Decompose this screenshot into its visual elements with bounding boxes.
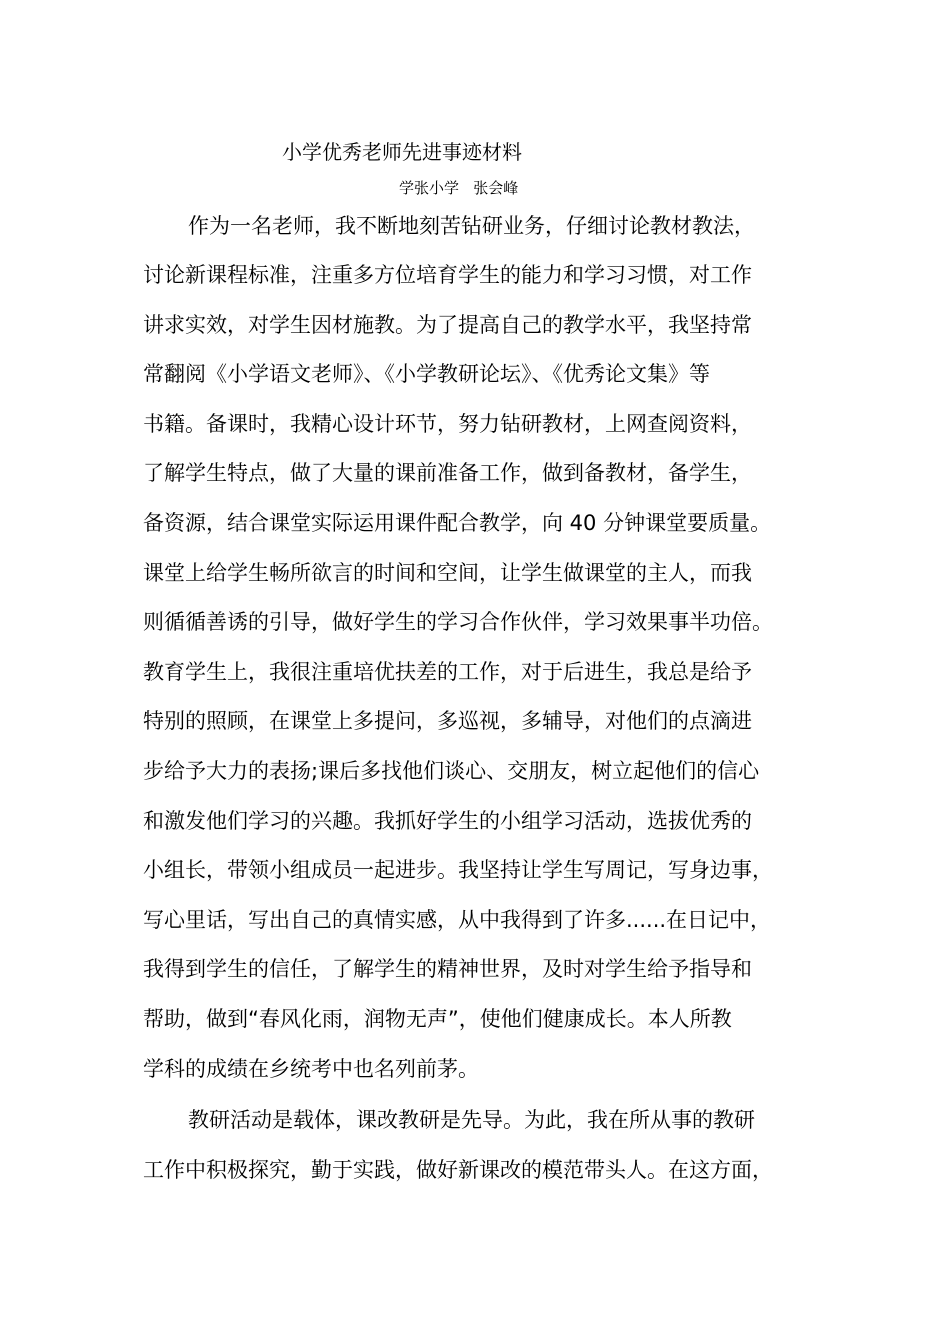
text-line-16: 我得到学生的信任，了解学生的精神世界，及时对学生给予指导和 <box>143 957 752 981</box>
text-line-20: 工作中积极探究，勤于实践，做好新课改的模范带头人。在这方面， <box>143 1158 773 1182</box>
text-line-1: 作为一名老师，我不断地刻苦钻研业务，仔细讨论教材教法， <box>188 214 755 238</box>
text-line-15: 写心里话，写出自己的真情实感，从中我得到了许多......在日记中， <box>143 908 772 932</box>
text-line-18: 学科的成绩在乡统考中也名列前茅。 <box>143 1057 479 1081</box>
text-line-3: 讲求实效，对学生因材施教。为了提高自己的教学水平，我坚持常 <box>143 313 752 337</box>
text-line-17: 帮助，做到“春风化雨，润物无声”，使他们健康成长。本人所教 <box>143 1007 732 1031</box>
text-line-8: 课堂上给学生畅所欲言的时间和空间，让学生做课堂的主人，而我 <box>143 561 752 585</box>
text-line-6: 了解学生特点，做了大量的课前准备工作，做到备教材，备学生， <box>143 461 752 485</box>
text-line-7: 备资源，结合课堂实际运用课件配合教学，向 40 分钟课堂要质量。 <box>143 511 772 535</box>
text-line-5: 书籍。备课时，我精心设计环节，努力钻研教材，上网查阅资料， <box>143 412 752 436</box>
document-title: 小学优秀老师先进事迹材料 <box>282 140 522 164</box>
text-line-10: 教育学生上，我很注重培优扶差的工作，对于后进生，我总是给予 <box>143 660 752 684</box>
text-line-9: 则循循善诱的引导，做好学生的学习合作伙伴，学习效果事半功倍。 <box>143 610 773 634</box>
text-line-12: 步给予大力的表扬;课后多找他们谈心、交朋友，树立起他们的信心 <box>143 759 760 783</box>
text-line-19: 教研活动是载体，课改教研是先导。为此，我在所从事的教研 <box>188 1108 755 1132</box>
document-author: 学张小学 张会峰 <box>399 179 519 197</box>
text-line-2: 讨论新课程标准，注重多方位培育学生的能力和学习习惯，对工作 <box>143 263 752 287</box>
text-line-13: 和激发他们学习的兴趣。我抓好学生的小组学习活动，选拔优秀的 <box>143 809 752 833</box>
text-line-4: 常翻阅《小学语文老师》、《小学教研论坛》、《优秀论文集》等 <box>143 362 710 386</box>
text-line-14: 小组长，带领小组成员一起进步。我坚持让学生写周记，写身边事， <box>143 858 773 882</box>
text-line-11: 特别的照顾，在课堂上多提问，多巡视，多辅导，对他们的点滴进 <box>143 709 752 733</box>
